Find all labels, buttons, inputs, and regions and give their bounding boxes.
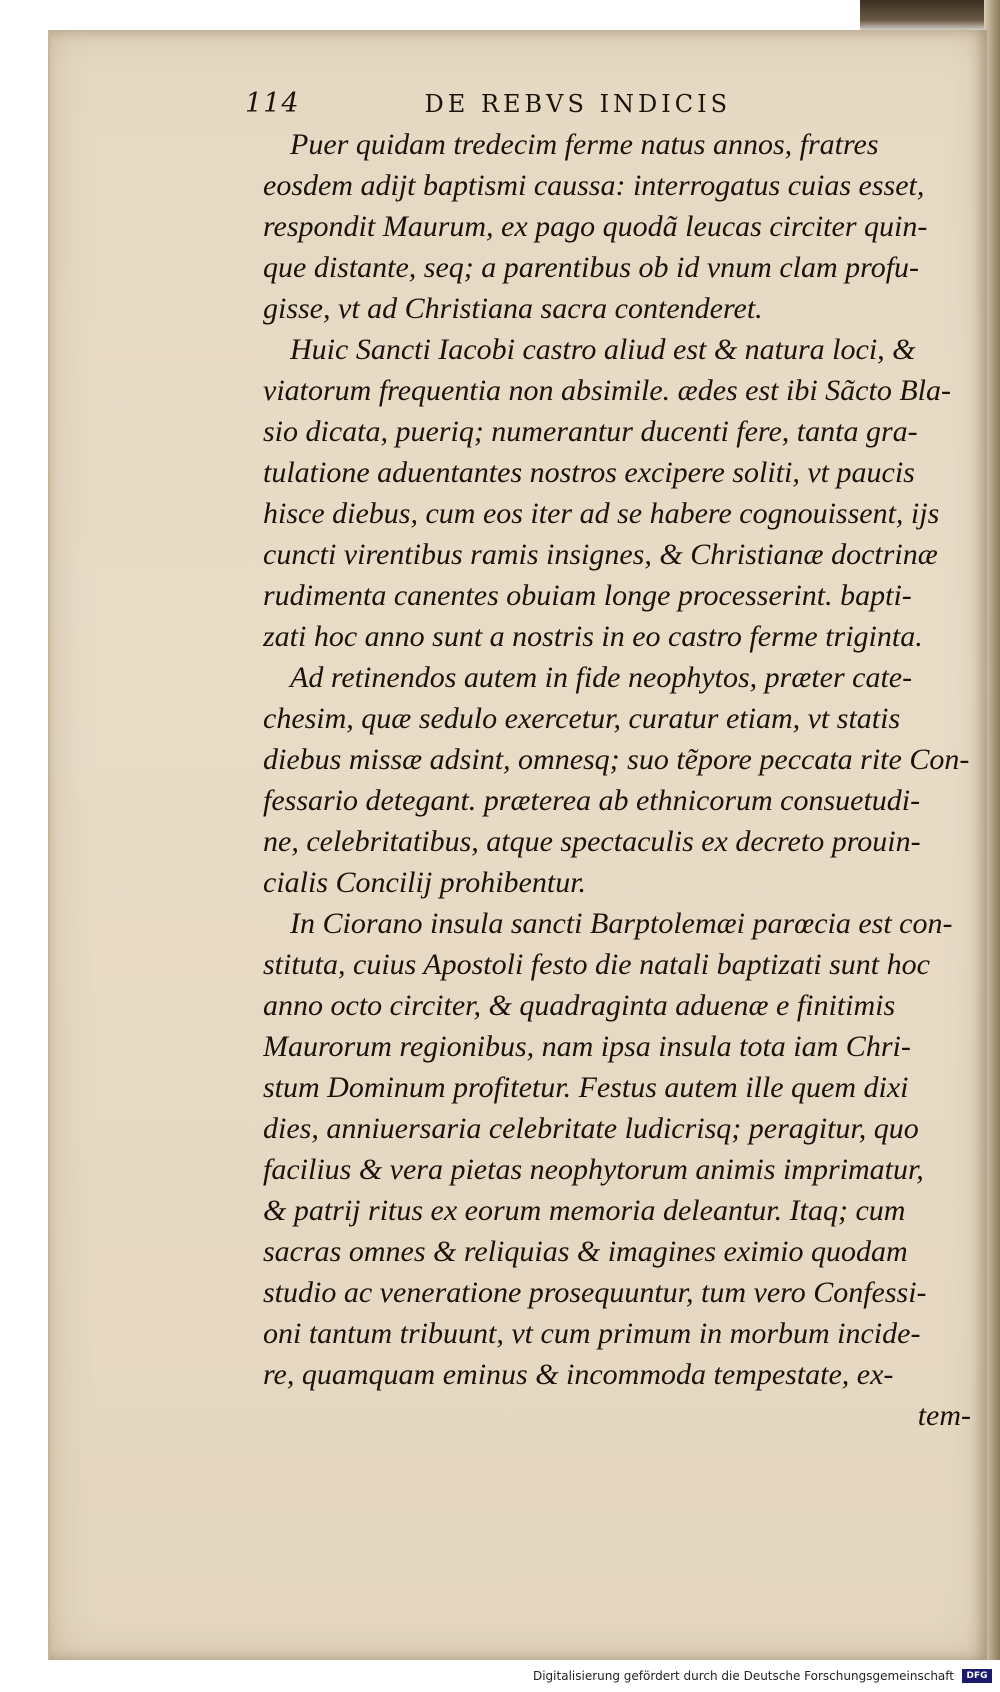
text-line: ne, celebritatibus, atque spectaculis ex decreto prouin- <box>263 825 921 858</box>
text-line: cuncti virentibus ramis insignes, & Christianæ doctrinæ <box>263 538 938 571</box>
text-line: Huic Sancti Iacobi castro aliud est & natura loci, & <box>290 333 916 366</box>
text-line: Puer quidam tredecim ferme natus annos, fratres <box>290 128 879 161</box>
book-binding-edge <box>860 0 1000 34</box>
text-line: facilius & vera pietas neophytorum animis imprimatur, <box>263 1153 924 1186</box>
text-line: chesim, quæ sedulo exercetur, curatur etiam, vt statis <box>263 702 901 735</box>
text-line: que distante, seq; a parentibus ob id vnum clam profu- <box>263 251 920 284</box>
digitization-credit: Digitalisierung gefördert durch die Deutsche Forschungsgemeinschaft <box>532 1669 954 1683</box>
text-line: anno octo circiter, & quadraginta aduenæ e finitimis <box>263 989 896 1022</box>
page-header <box>245 88 805 128</box>
text-line: sacras omnes & reliquias & imagines eximio quodam <box>263 1235 908 1268</box>
text-line: rudimenta canentes obuiam longe processerint. bapti- <box>263 579 912 612</box>
text-line: In Ciorano insula sancti Barptolemæi parœcia est con- <box>290 907 953 940</box>
body-text <box>263 124 983 1436</box>
text-line: gisse, vt ad Christiana sacra contenderet. <box>263 292 763 325</box>
text-line: Ad retinendos autem in fide neophytos, præter cate- <box>290 661 913 694</box>
text-line: stituta, cuius Apostoli festo die natali baptizati sunt hoc <box>263 948 930 981</box>
catchword: tem- <box>917 1399 971 1432</box>
text-line: studio ac veneratione prosequuntur, tum vero Confessi- <box>263 1276 927 1309</box>
dfg-logo: DFG <box>962 1669 992 1683</box>
text-line: cialis Concilij prohibentur. <box>263 866 587 899</box>
text-line: stum Dominum profitetur. Festus autem ille quem dixi <box>263 1071 909 1104</box>
text-line: Maurorum regionibus, nam ipsa insula tota iam Chri- <box>263 1030 911 1063</box>
text-line: dies, anniuersaria celebritate ludicrisq; peragitur, quo <box>263 1112 919 1145</box>
text-line: sio dicata, pueriq; numerantur ducenti fere, tanta gra- <box>263 415 918 448</box>
running-title: DE REBVS INDICIS <box>424 90 732 118</box>
text-line: eosdem adijt baptismi caussa: interrogatus cuias esset, <box>263 169 925 202</box>
text-line: & patrij ritus ex eorum memoria deleantur. Itaq; cum <box>263 1194 906 1227</box>
text-line: hisce diebus, cum eos iter ad se habere cognouissent, ijs <box>263 497 940 530</box>
page-number: 114 <box>245 88 300 119</box>
text-line: diebus missæ adsint, omnesq; suo tẽpore peccata rite Con- <box>263 743 970 776</box>
text-line: oni tantum tribuunt, vt cum primum in morbum incide- <box>263 1317 921 1350</box>
text-line: zati hoc anno sunt a nostris in eo castro ferme triginta. <box>263 620 923 653</box>
footer-bar <box>0 1660 1000 1692</box>
text-line: viatorum frequentia non absimile. ædes est ibi Sãcto Bla- <box>263 374 951 407</box>
text-line: tulatione aduentantes nostros excipere soliti, vt paucis <box>263 456 915 489</box>
text-line: respondit Maurum, ex pago quodã leucas circiter quin- <box>263 210 928 243</box>
text-line: re, quamquam eminus & incommoda tempestate, ex- <box>263 1358 894 1391</box>
text-line: fessario detegant. præterea ab ethnicorum consuetudi- <box>263 784 921 817</box>
